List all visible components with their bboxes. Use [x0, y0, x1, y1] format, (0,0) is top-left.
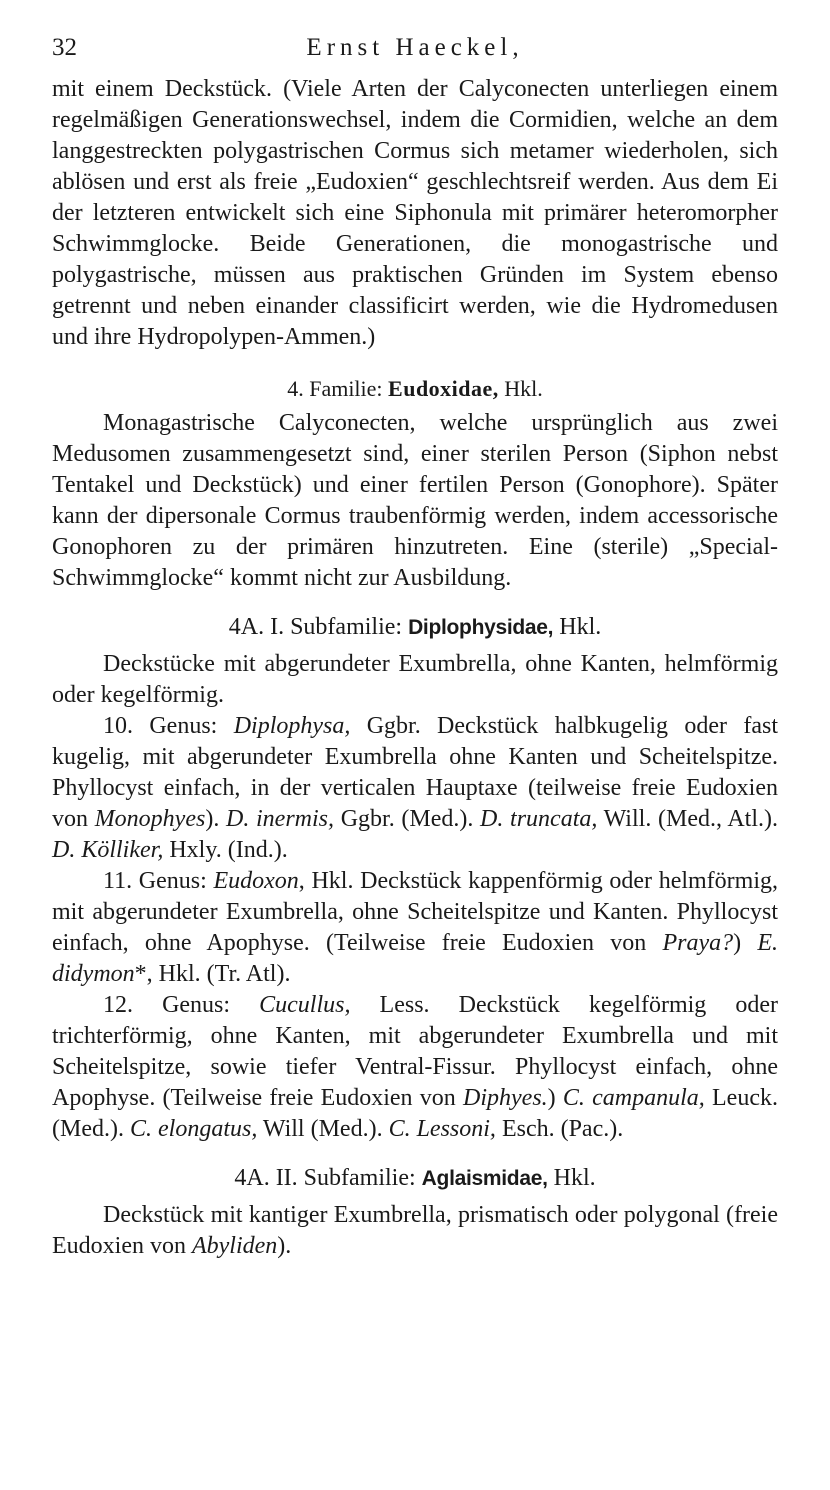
text-run: Deckstück mit kantiger Exumbrella, prismatisch oder polygonal (freie Eudoxien von: [52, 1202, 778, 1259]
italic-taxon: E. didymon: [52, 930, 778, 987]
italic-taxon: C. elongatus,: [129, 1116, 258, 1142]
text-run: Less. Deckstück kegelförmig oder trichterförmig, ohne Kanten, mit abgerundeter Exumbrella und mit Scheitelspitze, sowie tiefer Ventral-Fissur. Phyllocyst einfach, ohne Apophyse. (Teilweise freie Eudoxien von: [52, 992, 778, 1111]
italic-taxon: Diplophysa,: [233, 713, 351, 739]
text-run: Will. (Med., Atl.).: [597, 806, 778, 832]
subfamily-name: Diplophysidae,: [408, 616, 554, 639]
paragraph: [52, 649, 778, 711]
text-run: 12. Genus:: [103, 992, 260, 1018]
italic-taxon: Diphyes.: [463, 1085, 548, 1111]
text-run: Will (Med.).: [257, 1116, 389, 1142]
italic-taxon: Abyliden: [191, 1233, 278, 1259]
text-run: ): [547, 1085, 563, 1111]
italic-taxon: C. Lessoni,: [388, 1116, 496, 1142]
subfamily-heading: [52, 612, 778, 643]
italic-taxon: Cucullus,: [259, 992, 351, 1018]
italic-taxon: Eudoxon: [213, 868, 299, 894]
paragraph: [52, 711, 778, 866]
paragraph: [52, 990, 778, 1145]
text-run: Deckstücke mit abgerundeter Exumbrella, ohne Kanten, helmförmig oder kegelförmig.: [52, 651, 778, 708]
heading-author: Hkl.: [498, 376, 543, 401]
heading-prefix: 4A. II. Subfamilie:: [234, 1165, 422, 1191]
text-run: Hxly. (Ind.).: [163, 837, 288, 863]
heading-author: Hkl.: [547, 1165, 596, 1191]
text-run: ): [733, 930, 758, 956]
text-run: Ggbr. Deckstück halbkugelig oder fast kugelig, mit abgerundeter Exumbrella ohne Kanten und Scheitelspitze. Phyllocyst einfach, in der verticalen Hauptaxe (teilweise freie Eudoxien von: [52, 713, 778, 832]
subfamily-name: Aglaismidae,: [421, 1167, 548, 1190]
italic-taxon: D. inermis,: [226, 806, 335, 832]
text-run: 10. Genus:: [103, 713, 234, 739]
italic-taxon: C. campanula,: [562, 1085, 705, 1111]
paragraph: [52, 408, 778, 594]
text-run: ).: [277, 1233, 292, 1259]
text-run: Ggbr. (Med.).: [334, 806, 481, 832]
running-title: Ernst Haeckel,: [306, 34, 524, 61]
text-run: Monagastrische Calyconecten, welche ursprünglich aus zwei Medusomen zusammengesetzt sind, einer sterilen Person (Siphon nebst Tentakel und Deckstück) und einer fertilen Person (Gonophore). Später kann der dipersonale Cormus traubenförmig werden, indem accessorische Gonophoren zu der primären hinzutreten. Eine (sterile) „Special-Schwimmglocke“ kommt nicht zur Ausbildung.: [52, 410, 778, 591]
italic-taxon: D. Kölliker,: [52, 837, 164, 863]
running-head: [52, 34, 778, 74]
subfamily-heading: [52, 1163, 778, 1194]
text-run: , Hkl. Deckstück kappenförmig oder helmförmig, mit abgerundeter Exumbrella, ohne Scheitelspitze und Kanten. Phyllocyst einfach, ohne Apophyse. (Teilweise freie Eudoxien von: [52, 868, 778, 956]
heading-prefix: 4A. I. Subfamilie:: [228, 614, 409, 640]
family-name: Eudoxidae,: [388, 376, 499, 401]
body-text: [52, 74, 778, 1262]
text-run: Esch. (Pac.).: [495, 1116, 624, 1142]
family-heading: [52, 373, 778, 404]
text-run: 11. Genus:: [103, 868, 214, 894]
text-run: mit einem Deckstück. (Viele Arten der Calyconecten unterliegen einem regelmäßigen Generationswechsel, indem die Cormidien, welche an dem langgestreckten polygastrischen Cormus sich metamer wiederholen, sich ablösen und erst als freie „Eudoxien“ geschlechtsreif werden. Aus dem Ei der letzteren entwickelt sich eine Siphonula mit primärer heteromorpher Schwimmglocke. Beide Generationen, die monogastrische und polygastrische, müssen aus praktischen Gründen im System ebenso getrennt und neben einander classificirt werden, wie die Hydromedusen und ihre Hydropolypen-Ammen.): [52, 76, 778, 350]
text-run: ).: [205, 806, 226, 832]
text-run: Leuck. (Med.).: [52, 1085, 778, 1142]
italic-taxon: D. truncata,: [480, 806, 598, 832]
text-run: *, Hkl. (Tr. Atl).: [134, 961, 291, 987]
italic-taxon: Monophyes: [94, 806, 206, 832]
italic-taxon: Praya?: [662, 930, 734, 956]
heading-prefix: 4. Familie:: [287, 376, 389, 401]
paragraph: [52, 866, 778, 990]
paragraph: [52, 74, 778, 353]
heading-author: Hkl.: [553, 614, 602, 640]
page: [52, 34, 778, 1262]
paragraph: [52, 1200, 778, 1262]
page-number: 32: [52, 34, 77, 61]
